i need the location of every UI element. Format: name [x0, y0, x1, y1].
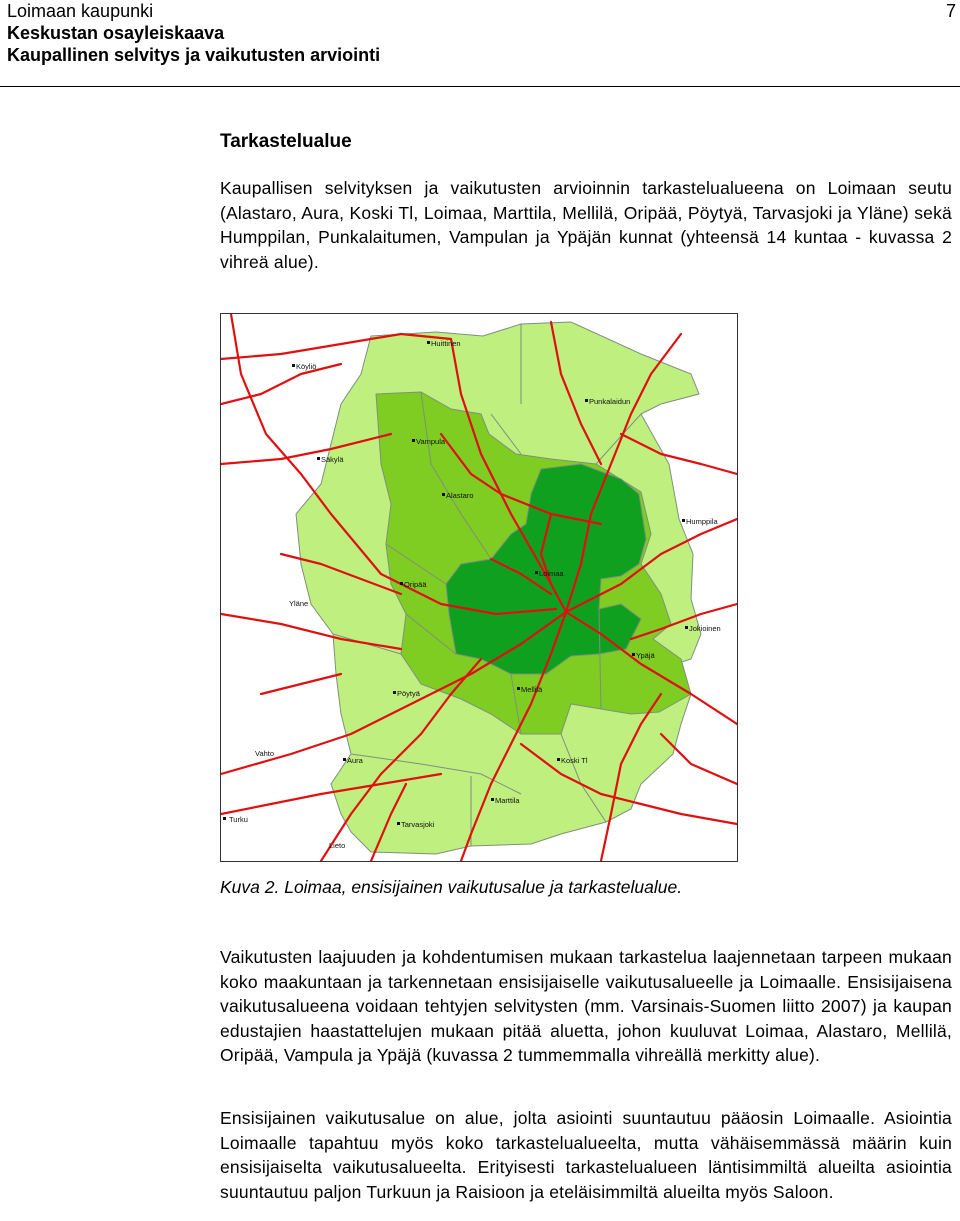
town-label-koylio: Köyliö — [296, 362, 317, 371]
intro-paragraph: Kaupallisen selvityksen ja vaikutusten arvioinnin tarkastelualueena on Loimaan seutu (Alastaro, Aura, Koski Tl, Loimaa, Marttila, Mellilä, Oripää, Pöytyä, Tarvasjoki ja Yläne) sekä Humppilan, Punkalaitumen, Vampulan ja Ypäjän kunnat (yhteensä 14 kuntaa - kuvassa 2 vihreä alue). — [220, 178, 952, 272]
town-label-marttila: Marttila — [495, 796, 520, 805]
header-divider — [0, 86, 960, 87]
figure-caption: Kuva 2. Loimaa, ensisijainen vaikutusalue ja tarkastelualue. — [220, 877, 683, 897]
region-map — [220, 313, 738, 862]
town-label-turku: Turku — [229, 815, 248, 824]
town-label-jokioinen: Jokioinen — [689, 624, 721, 633]
town-label-mellila: Mellilä — [521, 685, 543, 694]
town-label-huittinen: Huittinen — [431, 339, 461, 348]
section-heading: Tarkastelualue — [220, 131, 352, 152]
town-label-poytya: Pöytyä — [397, 689, 420, 698]
body-paragraph-3: Ensisijainen vaikutusalue on alue, jolta asiointi suuntautuu pääosin Loimaalle. Asiointia Loimaalle tapahtuu myös koko tarkastelualueelta, mutta vähäisemmässä määrin kuin ensisijaiselta vaikutusalueelta. Erityisesti tarkastelualueen läntisimmiltä alueilta asiointia suuntautuu paljon Turkuun ja Raisioon ja eteläisimmiltä alueilta myös Saloon. — [220, 1108, 952, 1202]
town-label-ylane: Yläne — [289, 599, 309, 608]
town-label-loimaa: Loimaa — [539, 569, 564, 578]
town-label-vampula: Vampula — [416, 437, 446, 446]
header-document-title: Kaupallinen selvitys ja vaikutusten arviointi — [7, 45, 381, 65]
town-label-punkalaidun: Punkalaidun — [589, 397, 631, 406]
town-label-sakyla: Säkylä — [321, 455, 344, 464]
town-label-lieto: Lieto — [329, 841, 346, 850]
header-plan-title: Keskustan osayleiskaava — [7, 23, 225, 43]
town-label-ypaja: Ypäjä — [636, 651, 655, 660]
town-label-aura: Aura — [347, 756, 363, 765]
town-label-tarvasjoki: Tarvasjoki — [401, 820, 435, 829]
town-label-koski: Koski Tl — [561, 756, 588, 765]
town-label-humppila: Humppila — [686, 517, 718, 526]
town-label-vahto: Vahto — [255, 749, 275, 758]
body-paragraph-2: Vaikutusten laajuuden ja kohdentumisen mukaan tarkastelua laajennetaan tarpeen mukaan koko maakuntaan ja tarkennetaan ensisijaiselle vaikutusalueelle ja Loimaalle. Ensisijaisena vaikutusalueena voidaan tehtyjen selvitysten (mm. Varsinais-Suomen liitto 2007) ja kaupan edustajien haastattelujen mukaan pitää aluetta, johon kuuluvat Loimaa, Alastaro, Mellilä, Oripää, Vampula ja Ypäjä (kuvassa 2 tummemmalla vihreällä merkitty alue). — [220, 947, 952, 1066]
page-header — [7, 0, 955, 66]
town-label-alastaro: Alastaro — [446, 491, 474, 500]
map-svg — [221, 314, 737, 861]
header-organization: Loimaan kaupunki — [7, 1, 154, 21]
page-number: 7 — [945, 1, 956, 21]
town-label-oripaa: Oripää — [404, 580, 427, 589]
